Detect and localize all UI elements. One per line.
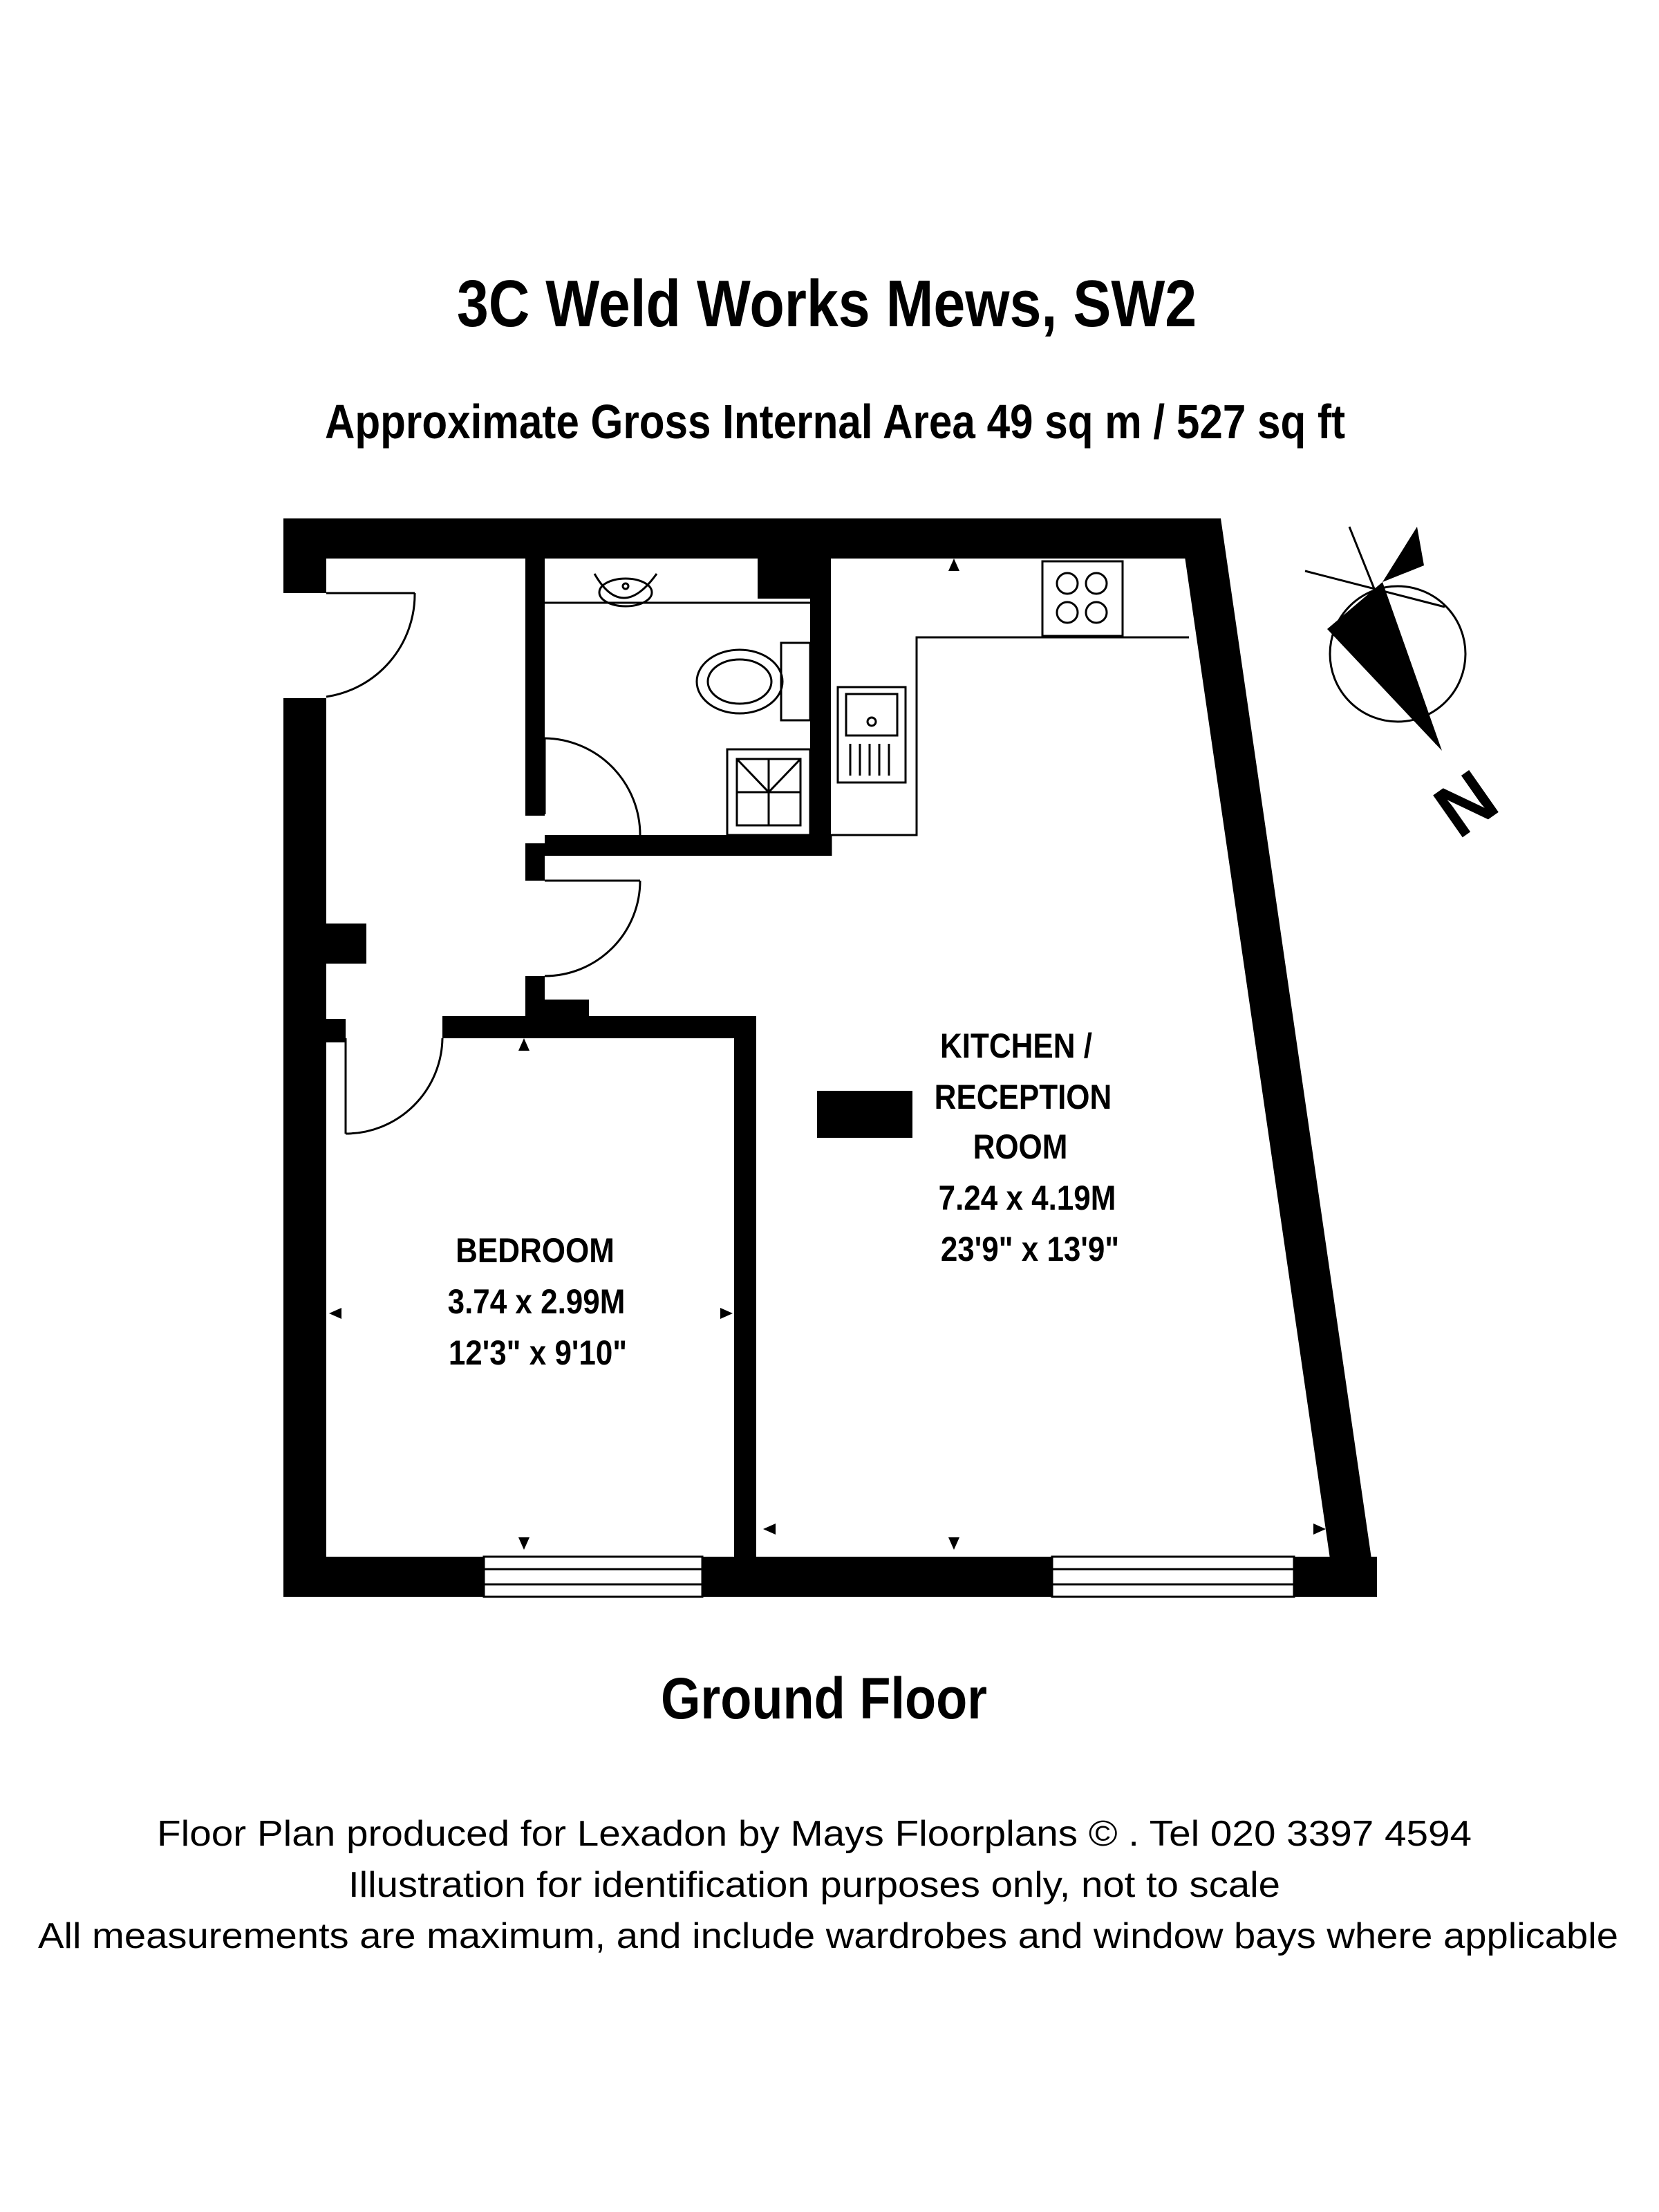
kitchen-label — [935, 1026, 1119, 1268]
footer-line3: All measurements are maximum, and include wardrobes and window bays where applicable — [38, 1916, 1618, 1956]
kitchen-name-line3: ROOM — [973, 1127, 1068, 1166]
compass-label: N — [1419, 753, 1512, 854]
bedroom-name: BEDROOM — [456, 1230, 615, 1270]
toilet-icon — [697, 643, 810, 720]
sink-icon — [838, 687, 906, 782]
kitchen-imperial: 23'9" x 13'9" — [940, 1229, 1120, 1268]
kitchen-name-line2: RECEPTION — [934, 1077, 1112, 1116]
kitchen-metric: 7.24 x 4.19M — [938, 1178, 1116, 1217]
hob-icon — [1042, 561, 1123, 636]
bedroom-imperial: 12'3" x 9'10" — [448, 1333, 628, 1372]
bathroom-fittings — [545, 574, 810, 835]
compass-icon — [1305, 527, 1512, 853]
basin-icon — [594, 574, 657, 606]
walls — [283, 518, 1377, 1597]
area-subtitle: Approximate Gross Internal Area 49 sq m / 527 sq ft — [324, 394, 1346, 449]
page-title: 3C Weld Works Mews, SW2 — [456, 266, 1197, 341]
doors — [326, 593, 640, 1134]
footer-line2: Illustration for identification purposes only, not to scale — [348, 1865, 1280, 1905]
kitchen-name-line1: KITCHEN / — [940, 1026, 1092, 1065]
bedroom-label — [448, 1230, 628, 1371]
bedroom-metric: 3.74 x 2.99M — [447, 1282, 626, 1321]
shower-icon — [727, 749, 810, 835]
footer-line1: Floor Plan produced for Lexadon by Mays Floorplans © . Tel 020 3397 4594 — [157, 1814, 1472, 1854]
floor-label: Ground Floor — [660, 1665, 988, 1732]
